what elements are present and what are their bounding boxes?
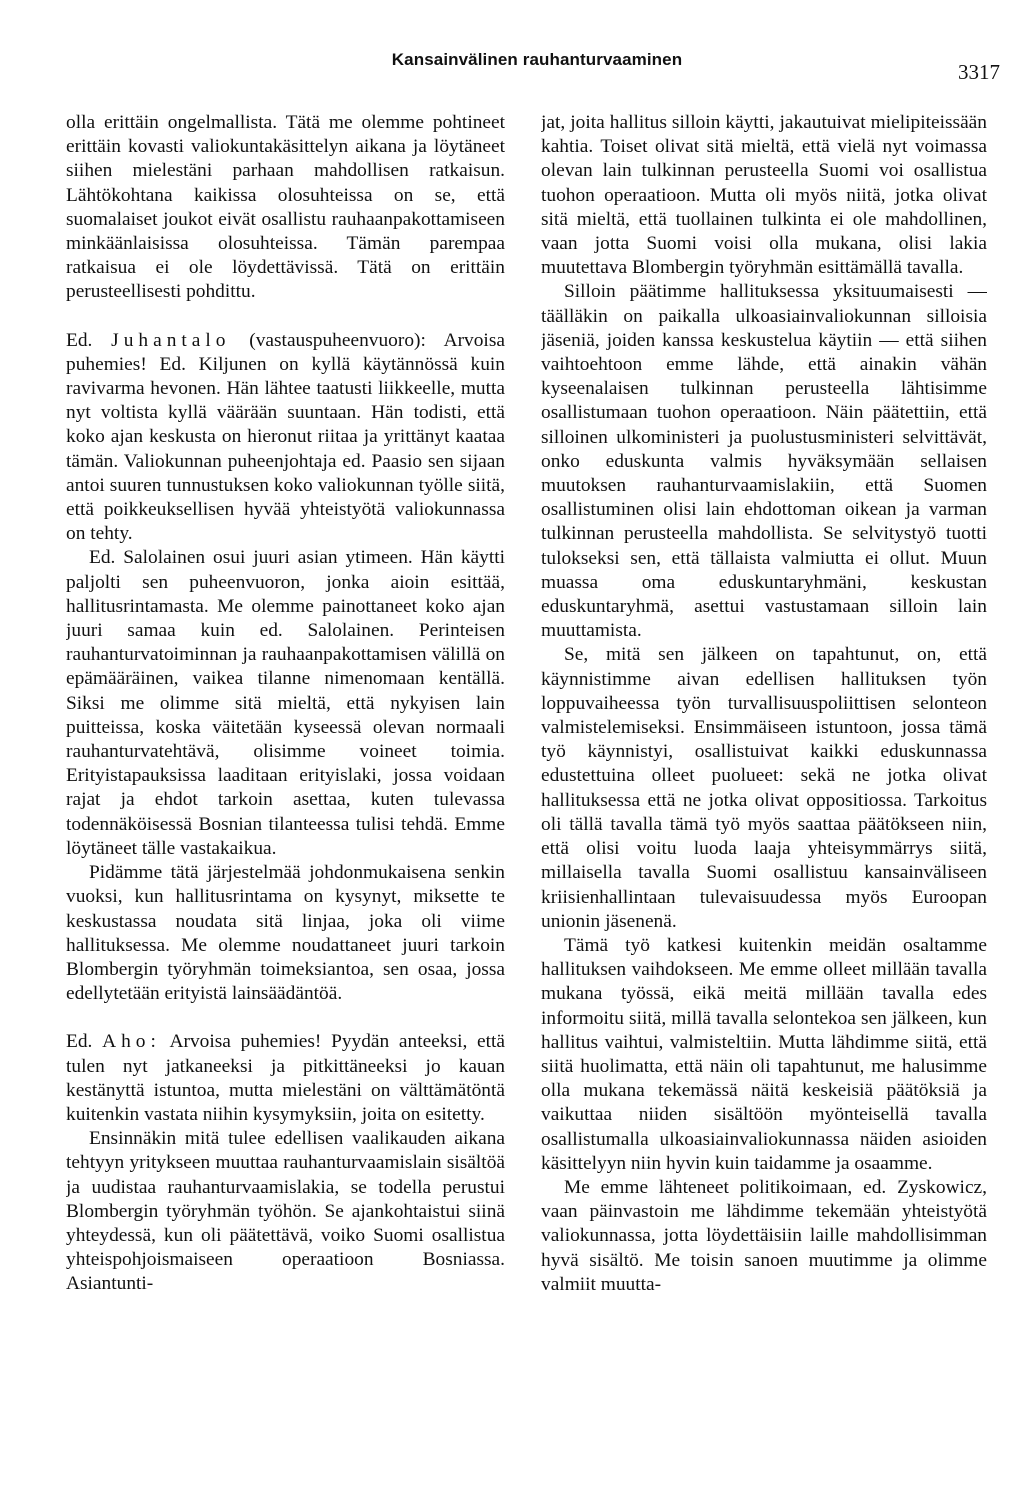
running-title: Kansainvälinen rauhanturvaaminen <box>391 50 683 69</box>
speaker-name: Aho: <box>102 1031 161 1053</box>
running-head <box>66 50 1008 82</box>
speech-juhantalo <box>66 329 505 547</box>
right-column <box>541 111 987 1491</box>
paragraph: Tämä työ katkesi kuitenkin meidän osaltamme hallituksen vaihdokseen. Me emme olleet millään tavalla mukana työssä, eikä meitä millään tavalla edes informoitu siitä, millä tavalla selontekoa sen jälkeen, kun hallitus vaihtui, valmisteltiin. Mutta lähdimme siitä, että siitä huolimatta, että näin oli tapahtunut, me halusimme olla mukana tekemässä näitä keskeisiä päätöksiä ja vaikuttaa niiden sisältöön myönteisellä tavalla osallistumalla ulkoasiainvaliokunnassa näiden asioiden käsittelyyn niin hyvin kuin taidamme ja osaamme. <box>541 934 987 1174</box>
paragraph: Ensinnäkin mitä tulee edellisen vaalikauden aikana tehtyyn yritykseen muuttaa rauhanturvaamislain sisältöä ja uudistaa rauhanturvaamislakia, se todella perustui Blombergin työryhmän työhön. Se ajankohtaistui siinä yhteydessä, kun oli päätettävä, voiko Suomi osallistua yhteispohjoismaiseen operaatioon Bosniassa. Asiantunti- <box>66 1128 505 1295</box>
paragraph: Se, mitä sen jälkeen on tapahtunut, on, että käynnistimme aivan edellisen hallituksen työn loppuvaiheessa työn turvallisuuspoliittisen selonteon valmistelemiseksi. Ensimmäiseen istuntoon, jossa tämä työ käynnistyi, osallistuivat kaikki eduskunnassa edustettuina olleet puolueet: sekä ne jotka olivat hallituksessa että ne jotka olivat oppositiossa. Tarkoitus oli tällä tavalla tämä työ myös saattaa päätökseen niin, että olisi voitu luoda laaja yhteisymmärrys siitä, millaisella tavalla Suomi osallistuu kansainväliseen kriisienhallintaan tulevaisuudessa myös Euroopan unionin jäsenenä. <box>541 644 987 932</box>
speech-text: Arvoisa puhemies! Pyydän anteeksi, että tulen nyt jatkaneeksi ja pitkittäneeksi jo kauan kestänyttä istuntoa, mutta mielestäni on välttämätöntä kuitenkin vastata niihin kysymyksiin, joita on esitetty. <box>66 1031 505 1125</box>
left-column <box>66 111 505 1491</box>
speaker-name: Juhantalo <box>111 329 231 351</box>
paragraph: Silloin päätimme hallituksessa yksituumaisesti — täälläkin on paikalla ulkoasiainvaliokunnan silloisia jäseniä, joiden kanssa keskustelua käytiin — että siihen vaihtoehtoon emme lähde, että ainakin vähän kyseenalaisen tulkinnan perusteella lähtisimme osallistumaan tuohon operaatioon. Näin päätettiin, että silloinen ulkoministeri ja puolustusministeri selvittävät, onko eduskunta valmis hyväksymään sellaisen muutoksen rauhanturvaamislakiin, että Suomen osallistuminen olisi lain ehdottoman oikean ja varman tulkinnan perusteella mahdollista. Se selvitystyö tuotti tulokseksi sen, että tällaista valmiutta ei ollut. Muun muassa oma eduskuntaryhmäni, keskustan eduskuntaryhmä, asettui vastustamaan silloin lain muuttamista. <box>541 281 987 642</box>
paragraph: olla erittäin ongelmallista. Tätä me olemme pohtineet erittäin kovasti valiokuntakäsittelyn aikana ja löytäneet siihen mielestäni parhaan mahdollisen ratkaisun. Lähtökohtana kaikissa olosuhteissa on se, että suomalaiset joukot eivät osallistu rauhaanpakottamiseen minkäänlaisissa olosuhteissa. Tämän parempaa ratkaisua ei ole löydettävissä. Tätä on erittäin perusteellisesti pohdittu. <box>66 112 505 303</box>
speaker-prefix: Ed. <box>66 329 93 351</box>
paragraph: Ed. Salolainen osui juuri asian ytimeen. Hän käytti paljolti sen puheenvuoron, jonka aioin esittää, hallitusrintamasta. Me olemme painottaneet koko ajan juuri samaa kuin ed. Salolainen. Perinteisen rauhanturvatoiminnan ja rauhaanpakottamisen välillä on epämääräinen, vaikea tilanne nimenomaan kentällä. Siksi me olimme sitä mieltä, että nykyisen lain puitteissa, koska väitetään kyseessä olevan normaali rauhanturvatehtävä, olisimme voineet toimia. Erityistapauksissa laaditaan erityislaki, jossa voidaan rajat ja ehdot tarkoin asettaa, kuten tulevassa todennäköisessä Bosnian tilanteessa tulisi tehdä. Emme löytäneet tälle vastakaikua. <box>66 547 505 859</box>
paragraph: Pidämme tätä järjestelmää johdonmukaisena senkin vuoksi, kun hallitusrintama on kysynyt, miksette te keskustassa noudata sitä linjaa, joka oli viime hallituksessa. Me olemme noudattaneet juuri tarkoin Blombergin työryhmän toimeksiantoa, sen osaa, jossa edellytetään erityistä lainsäädäntöä. <box>66 862 505 1005</box>
speech-text: Arvoisa puhemies! Ed. Kiljunen on kyllä käytännössä kuin ravivarma hevonen. Hän lähtee taatusti liikkeelle, mutta nyt voltista kyllä väärään suuntaan. Hän todisti, että koko ajan keskusta on hieronut riitaa ja yrittänyt kaataa tämän. Valiokunnan puheenjohtaja ed. Paasio sen sijaan antoi suuren tunnustuksen koko valiokunnan työlle siitä, että poikkeuksellisen hyvää yhteistyötä valiokunnassa on tehty. <box>66 329 505 545</box>
speaker-prefix: Ed. <box>66 1031 93 1053</box>
speech-aho <box>66 1030 505 1127</box>
paragraph: jat, joita hallitus silloin käytti, jakautuivat mielipiteissään kahtia. Toiset olivat sitä mieltä, että vielä nyt voimassa olevan lain tulkinnan perusteella Suomi voi osallistua tuohon operaatioon. Mutta oli myös niitä, jotka olivat sitä mieltä, että tuollainen tulkinta ei ole mahdollinen, vaan jotta Suomi voisi olla mukana, olisi lakia muutettava Blombergin työryhmän esittämällä tavalla. <box>541 112 987 279</box>
paragraph: Me emme lähteneet politikoimaan, ed. Zyskowicz, vaan päinvastoin me lähdimme tekemään yhteistyötä valiokunnassa, jotta löydettäisiin laille mahdollisimman hyvä sisältö. Me toisin sanoen muutimme ja olimme valmiit muutta- <box>541 1176 987 1295</box>
page-number: 3317 <box>958 60 1000 84</box>
speaker-role: (vastauspuheenvuoro): <box>249 329 426 351</box>
